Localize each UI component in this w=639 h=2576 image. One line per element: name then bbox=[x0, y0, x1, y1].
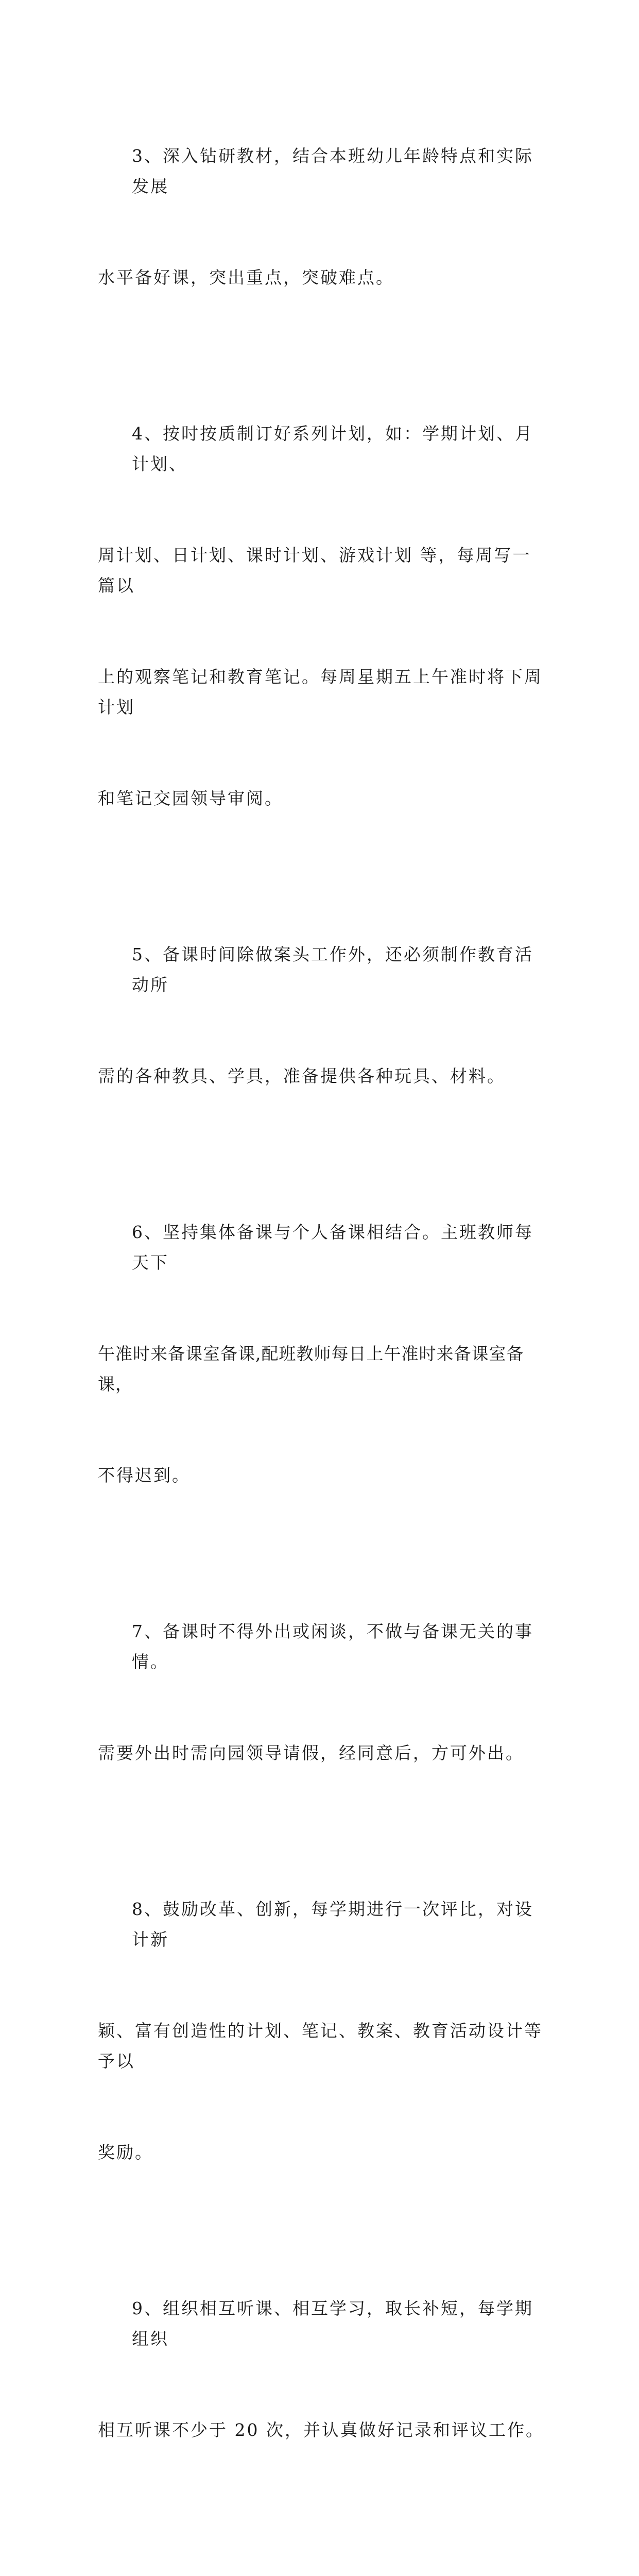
paragraph-line: 周计划、日计划、课时计划、游戏计划 等，每周写一篇以 bbox=[98, 545, 531, 596]
paragraph-line: 和笔记交园领导审阅。 bbox=[98, 788, 283, 808]
paragraph-line: 9、组织相互听课、相互学习，取长补短，每学期组织 bbox=[132, 2298, 533, 2349]
paragraph-line: 午准时来备课室备课,配班教师每日上午准时来备课室备课， bbox=[98, 1344, 524, 1394]
paragraph-item-4 bbox=[98, 358, 546, 874]
paragraph-line: 4、按时按质制订好系列计划，如：学期计划、月计划、 bbox=[132, 423, 533, 474]
paragraph-line bbox=[98, 2571, 546, 2576]
paragraph-line: 3、深入钻研教材，结合本班幼儿年龄特点和实际发展 bbox=[132, 146, 533, 196]
paragraph-line: 上的观察笔记和教育笔记。每周星期五上午准时将下周计划 bbox=[98, 667, 543, 717]
paragraph-item-6 bbox=[98, 1156, 546, 1551]
paragraph-item-3 bbox=[98, 80, 546, 353]
paragraph-line: 6、坚持集体备课与个人备课相结合。主班教师每天下 bbox=[132, 1222, 533, 1273]
paragraph-line: 8、鼓励改革、创新，每学期进行一次评比，对设计新 bbox=[132, 1899, 533, 1950]
paragraph-line: 奖励。 bbox=[98, 2142, 153, 2162]
paragraph-line: 7、备课时不得外出或闲谈，不做与备课无关的事情。 bbox=[132, 1621, 533, 1672]
paragraph-item-10 bbox=[98, 2510, 546, 2576]
document-body bbox=[98, 80, 546, 2576]
paragraph-line: 不得迟到。 bbox=[98, 1465, 191, 1485]
paragraph-line: 需的各种教具、学具，准备提供各种玩具、材料。 bbox=[98, 1066, 506, 1086]
paragraph-item-7 bbox=[98, 1555, 546, 1829]
paragraph-line: 相互听课不少于 20 次，并认真做好记录和评议工作。 bbox=[98, 2420, 544, 2440]
paragraph-line: 颖、富有创造性的计划、笔记、教案、教育活动设计等予以 bbox=[98, 2021, 543, 2071]
paragraph-line: 5、备课时间除做案头工作外，还必须制作教育活动所 bbox=[132, 944, 533, 995]
paragraph-item-9 bbox=[98, 2232, 546, 2506]
paragraph-item-8 bbox=[98, 1833, 546, 2228]
paragraph-item-5 bbox=[98, 878, 546, 1152]
paragraph-line: 需要外出时需向园领导请假，经同意后，方可外出。 bbox=[98, 1743, 524, 1763]
paragraph-line: 水平备好课，突出重点，突破难点。 bbox=[98, 267, 394, 287]
